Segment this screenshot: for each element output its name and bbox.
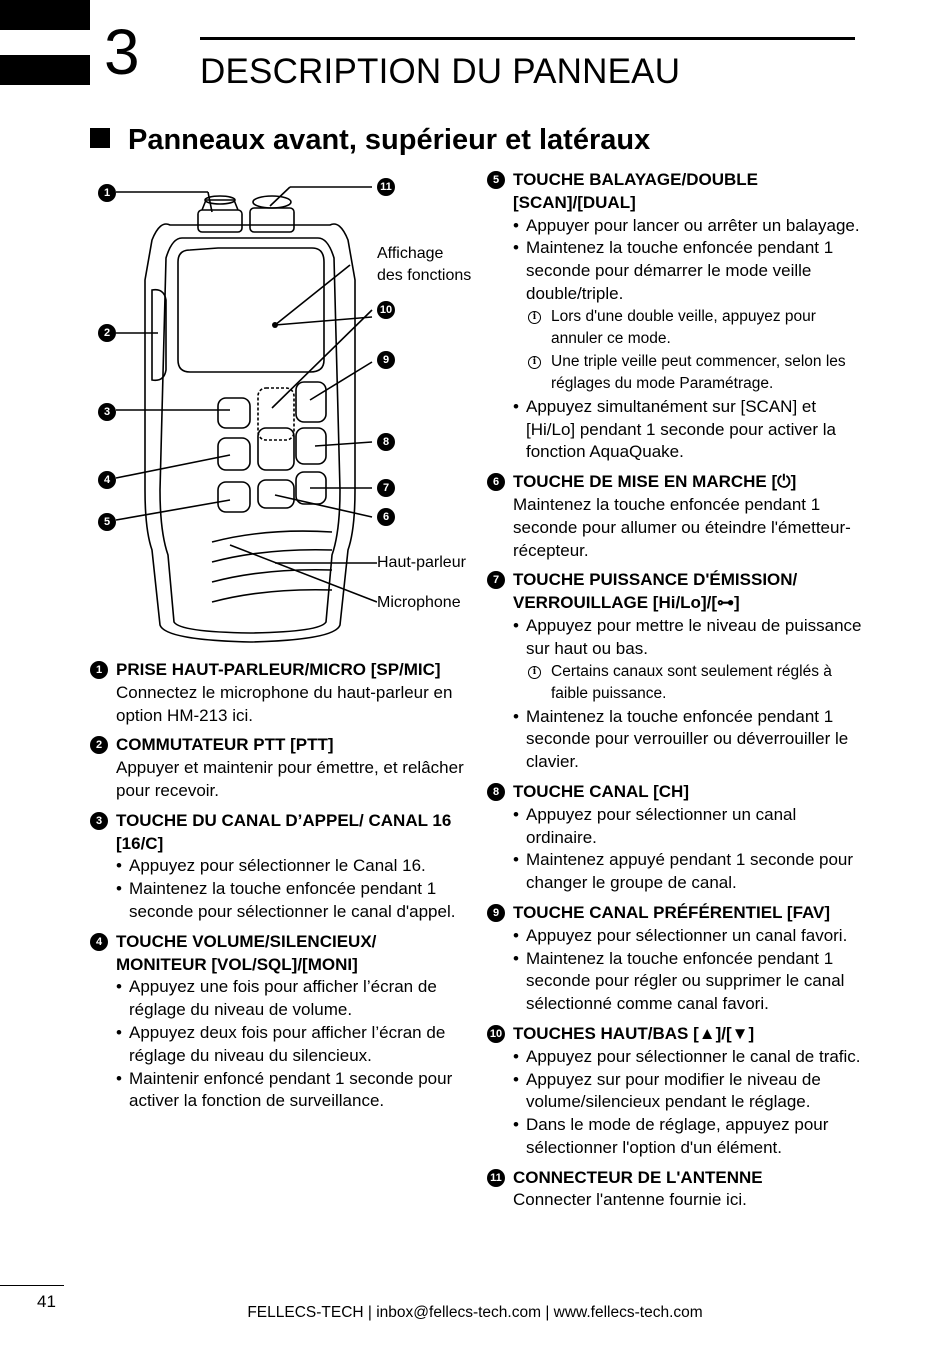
callout-8: 8 (377, 433, 395, 451)
bullet-text: Maintenez la touche enfoncée pendant 1 seconde pour démarrer le mode veille double/triple. (526, 238, 834, 303)
item-7 (487, 569, 867, 774)
callout-5: 5 (98, 513, 116, 531)
item-4 (90, 931, 470, 1113)
item-desc: Maintenez la touche enfoncée pendant 1 seconde pour allumer ou éteindre l'émetteur-récepteur. (513, 494, 851, 560)
callout-10: 10 (377, 301, 395, 319)
bullet: • Maintenez la touche enfoncée pendant 1 seconde pour sélectionner le canal d'appel. (116, 878, 470, 924)
item-title: TOUCHE CANAL PRÉFÉRENTIEL [FAV] (513, 902, 831, 922)
item-number: 11 (487, 1169, 505, 1187)
square-bullet-icon (90, 128, 110, 148)
item-title: TOUCHE DE MISE EN MARCHE [⏻] (513, 472, 797, 492)
section-title: Panneaux avant, supérieur et latéraux (128, 124, 651, 156)
bullet: • Maintenir enfoncé pendant 1 seconde pour activer la fonction de surveillance. (116, 1068, 470, 1114)
chapter-title: DESCRIPTION DU PANNEAU (200, 52, 681, 91)
label-microphone: Microphone (377, 592, 461, 614)
callout-7: 7 (377, 479, 395, 497)
callout-2: 2 (98, 324, 116, 342)
item-desc: Connectez le microphone du haut-parleur en option HM-213 ici. (116, 682, 453, 725)
callout-1: 1 (98, 184, 116, 202)
bullet: • Appuyez une fois pour afficher l’écran de réglage du niveau de volume. (116, 976, 470, 1022)
bullet-text: Appuyez pour mettre le niveau de puissance sur haut ou bas. (526, 615, 862, 658)
item-number: 4 (90, 933, 108, 951)
note-text: Certains canaux sont seulement réglés à faible puissance. (551, 662, 832, 703)
footer: FELLECS-TECH | inbox@fellecs-tech.com | www.fellecs-tech.com (247, 1304, 703, 1321)
item-number: 9 (487, 904, 505, 922)
item-number: 8 (487, 783, 505, 801)
note (526, 661, 867, 706)
item-3 (90, 810, 470, 924)
item-title: TOUCHE CANAL [CH] (513, 781, 689, 801)
item-number: 7 (487, 571, 505, 589)
info-icon: i (528, 356, 541, 369)
bullet: • Appuyez pour sélectionner le canal de trafic. (513, 1046, 867, 1069)
item-title: TOUCHE VOLUME/SILENCIEUX/ MONITEUR [VOL/SQL]/[MONI] (116, 931, 377, 974)
info-icon: i (528, 311, 541, 324)
chapter-tab-bar-top (0, 0, 90, 30)
callout-11: 11 (377, 178, 395, 196)
callout-3: 3 (98, 403, 116, 421)
item-title: PRISE HAUT-PARLEUR/MICRO [SP/MIC] (116, 660, 441, 679)
bullet: • Appuyer pour lancer ou arrêter un balayage. (513, 215, 867, 238)
item-number: 3 (90, 812, 108, 830)
left-column (90, 659, 470, 1120)
item-title: TOUCHES HAUT/BAS [▲]/[▼] (513, 1023, 755, 1043)
bullet: • Maintenez la touche enfoncée pendant 1 seconde pour régler ou supprimer le canal sélectionné comme canal favori. (513, 948, 867, 1016)
section-heading (90, 122, 650, 158)
item-number: 1 (90, 661, 108, 679)
item-1 (90, 659, 470, 727)
chapter-tab-bar-bottom (0, 55, 90, 85)
bullet: • Appuyez pour sélectionner le Canal 16. (116, 855, 470, 878)
bullet: • Appuyez sur pour modifier le niveau de volume/silencieux pendant le réglage. (513, 1069, 867, 1115)
bullet: • Maintenez la touche enfoncée pendant 1 seconde pour verrouiller ou déverrouiller le clavier. (513, 706, 867, 774)
item-title: TOUCHE DU CANAL D’APPEL/ CANAL 16 [16/C] (116, 810, 452, 853)
item-number: 5 (487, 171, 505, 189)
item-number: 6 (487, 473, 505, 491)
note (526, 351, 867, 396)
note-text: Lors d'une double veille, appuyez pour annuler ce mode. (551, 307, 816, 348)
title-rule (200, 37, 855, 40)
bullet: • Appuyez deux fois pour afficher l’écran de réglage du niveau du silencieux. (116, 1022, 470, 1068)
item-number: 2 (90, 736, 108, 754)
info-icon: i (528, 666, 541, 679)
note-text: Une triple veille peut commencer, selon les réglages du mode Paramétrage. (551, 352, 846, 393)
item-10 (487, 1023, 867, 1160)
page-number-rule (0, 1285, 64, 1286)
item-number: 10 (487, 1025, 505, 1043)
bullet: • Appuyez pour sélectionner un canal ordinaire. (513, 804, 867, 850)
item-9 (487, 902, 867, 1016)
item-6 (487, 471, 867, 562)
note (526, 306, 867, 351)
bullet (513, 237, 867, 395)
item-2 (90, 734, 470, 802)
label-function-display: Affichage des fonctions (377, 243, 471, 287)
label-speaker: Haut-parleur (377, 552, 466, 574)
item-desc: Appuyer et maintenir pour émettre, et relâcher pour recevoir. (116, 758, 464, 800)
bullet: • Appuyez simultanément sur [SCAN] et [Hi/Lo] pendant 1 seconde pour activer la fonction AquaQuake. (513, 396, 867, 464)
callout-4: 4 (98, 471, 116, 489)
item-8 (487, 781, 867, 895)
bullet: • Maintenez appuyé pendant 1 seconde pour changer le groupe de canal. (513, 849, 867, 895)
item-title: COMMUTATEUR PTT [PTT] (116, 735, 334, 755)
item-5 (487, 169, 867, 464)
callout-6: 6 (377, 508, 395, 526)
chapter-number: 3 (104, 16, 140, 88)
bullet: • Dans le mode de réglage, appuyez pour sélectionner l'option d'un élément. (513, 1114, 867, 1160)
right-column (487, 169, 867, 1219)
item-desc: Connecter l'antenne fournie ici. (513, 1190, 747, 1210)
page-number: 41 (37, 1292, 56, 1311)
item-title: TOUCHE PUISSANCE D'ÉMISSION/ VERROUILLAGE [Hi/Lo]/[⊶] (513, 570, 798, 613)
item-title: CONNECTEUR DE L'ANTENNE (513, 1167, 763, 1187)
item-11 (487, 1167, 867, 1213)
bullet (513, 615, 867, 706)
bullet: • Appuyez pour sélectionner un canal favori. (513, 925, 867, 948)
item-title: TOUCHE BALAYAGE/DOUBLE [SCAN]/[DUAL] (513, 170, 758, 212)
callout-9: 9 (377, 351, 395, 369)
